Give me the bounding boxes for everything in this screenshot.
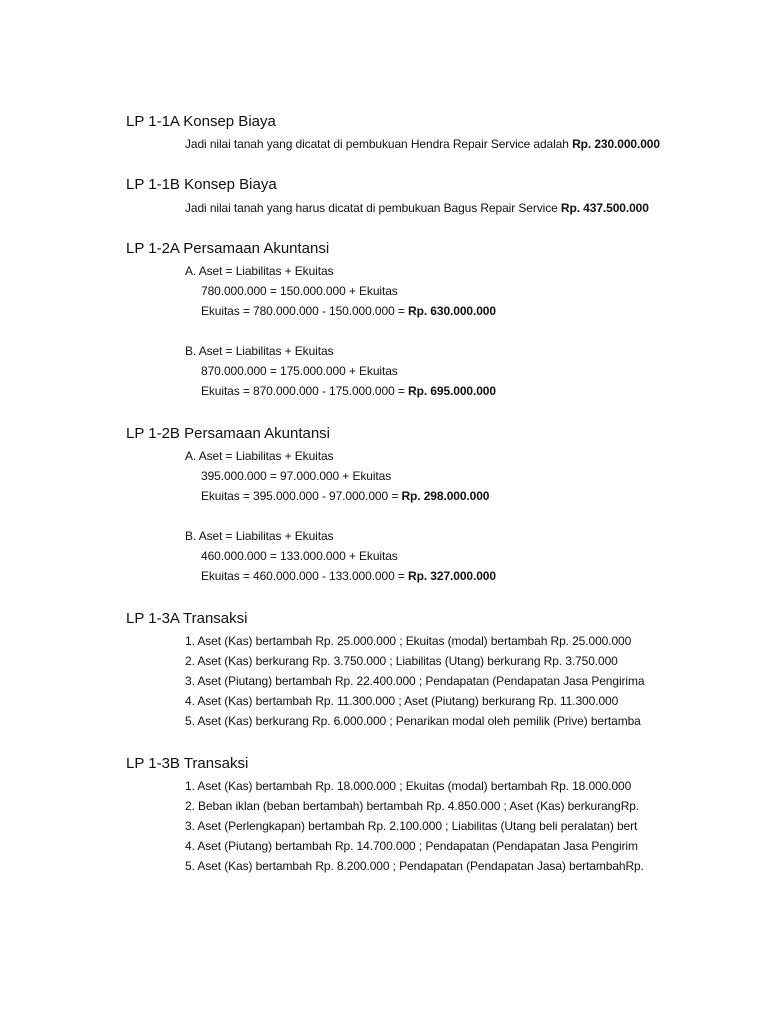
list-item: 4. Aset (Piutang) bertambah Rp. 14.700.000 ; Pendapatan (Pendapatan Jasa Pengirim bbox=[185, 839, 638, 853]
text-line: 780.000.000 = 150.000.000 + Ekuitas bbox=[201, 284, 398, 298]
section-title: LP 1-2B Persamaan Akuntansi bbox=[126, 425, 331, 442]
section-title: LP 1-1A Konsep Biaya bbox=[126, 113, 276, 130]
section-title: LP 1-1B Konsep Biaya bbox=[126, 176, 277, 193]
text-line: A. Aset = Liabilitas + Ekuitas bbox=[185, 264, 334, 278]
section-title: LP 1-3B Transaksi bbox=[126, 755, 249, 772]
list-item: 4. Aset (Kas) bertambah Rp. 11.300.000 ; Aset (Piutang) berkurang Rp. 11.300.000 bbox=[185, 694, 619, 708]
text-line: Ekuitas = 870.000.000 - 175.000.000 = Rp. 695.000.000 bbox=[201, 384, 496, 398]
text-line: 395.000.000 = 97.000.000 + Ekuitas bbox=[201, 469, 392, 483]
list-item: 2. Beban iklan (beban bertambah) bertambah Rp. 4.850.000 ; Aset (Kas) berkurangRp. bbox=[185, 799, 640, 813]
list-item: 1. Aset (Kas) bertambah Rp. 25.000.000 ; Ekuitas (modal) bertambah Rp. 25.000.000 bbox=[185, 634, 632, 648]
list-item: 1. Aset (Kas) bertambah Rp. 18.000.000 ; Ekuitas (modal) bertambah Rp. 18.000.000 bbox=[185, 779, 632, 793]
list-item: 5. Aset (Kas) bertambah Rp. 8.200.000 ; Pendapatan (Pendapatan Jasa) bertambahRp. bbox=[185, 859, 644, 873]
text-line: Jadi nilai tanah yang harus dicatat di pembukuan Bagus Repair Service Rp. 437.500.000 bbox=[185, 201, 649, 215]
text-line: 870.000.000 = 175.000.000 + Ekuitas bbox=[201, 364, 398, 378]
text-line: A. Aset = Liabilitas + Ekuitas bbox=[185, 449, 334, 463]
section-title: LP 1-3A Transaksi bbox=[126, 610, 248, 627]
text-line: Ekuitas = 780.000.000 - 150.000.000 = Rp. 630.000.000 bbox=[201, 304, 496, 318]
list-item: 5. Aset (Kas) berkurang Rp. 6.000.000 ; Penarikan modal oleh pemilik (Prive) bertamba bbox=[185, 714, 641, 728]
text-line: Ekuitas = 460.000.000 - 133.000.000 = Rp. 327.000.000 bbox=[201, 569, 496, 583]
section-title: LP 1-2A Persamaan Akuntansi bbox=[126, 240, 330, 257]
text-line: 460.000.000 = 133.000.000 + Ekuitas bbox=[201, 549, 398, 563]
text-line: B. Aset = Liabilitas + Ekuitas bbox=[185, 344, 334, 358]
list-item: 3. Aset (Perlengkapan) bertambah Rp. 2.100.000 ; Liabilitas (Utang beli peralatan) bert bbox=[185, 819, 638, 833]
list-item: 3. Aset (Piutang) bertambah Rp. 22.400.000 ; Pendapatan (Pendapatan Jasa Pengirima bbox=[185, 674, 645, 688]
text-line: Jadi nilai tanah yang dicatat di pembukuan Hendra Repair Service adalah Rp. 230.000.000 bbox=[185, 137, 660, 151]
text-line: B. Aset = Liabilitas + Ekuitas bbox=[185, 529, 334, 543]
text-line: Ekuitas = 395.000.000 - 97.000.000 = Rp. 298.000.000 bbox=[201, 489, 490, 503]
list-item: 2. Aset (Kas) berkurang Rp. 3.750.000 ; Liabilitas (Utang) berkurang Rp. 3.750.000 bbox=[185, 654, 618, 668]
